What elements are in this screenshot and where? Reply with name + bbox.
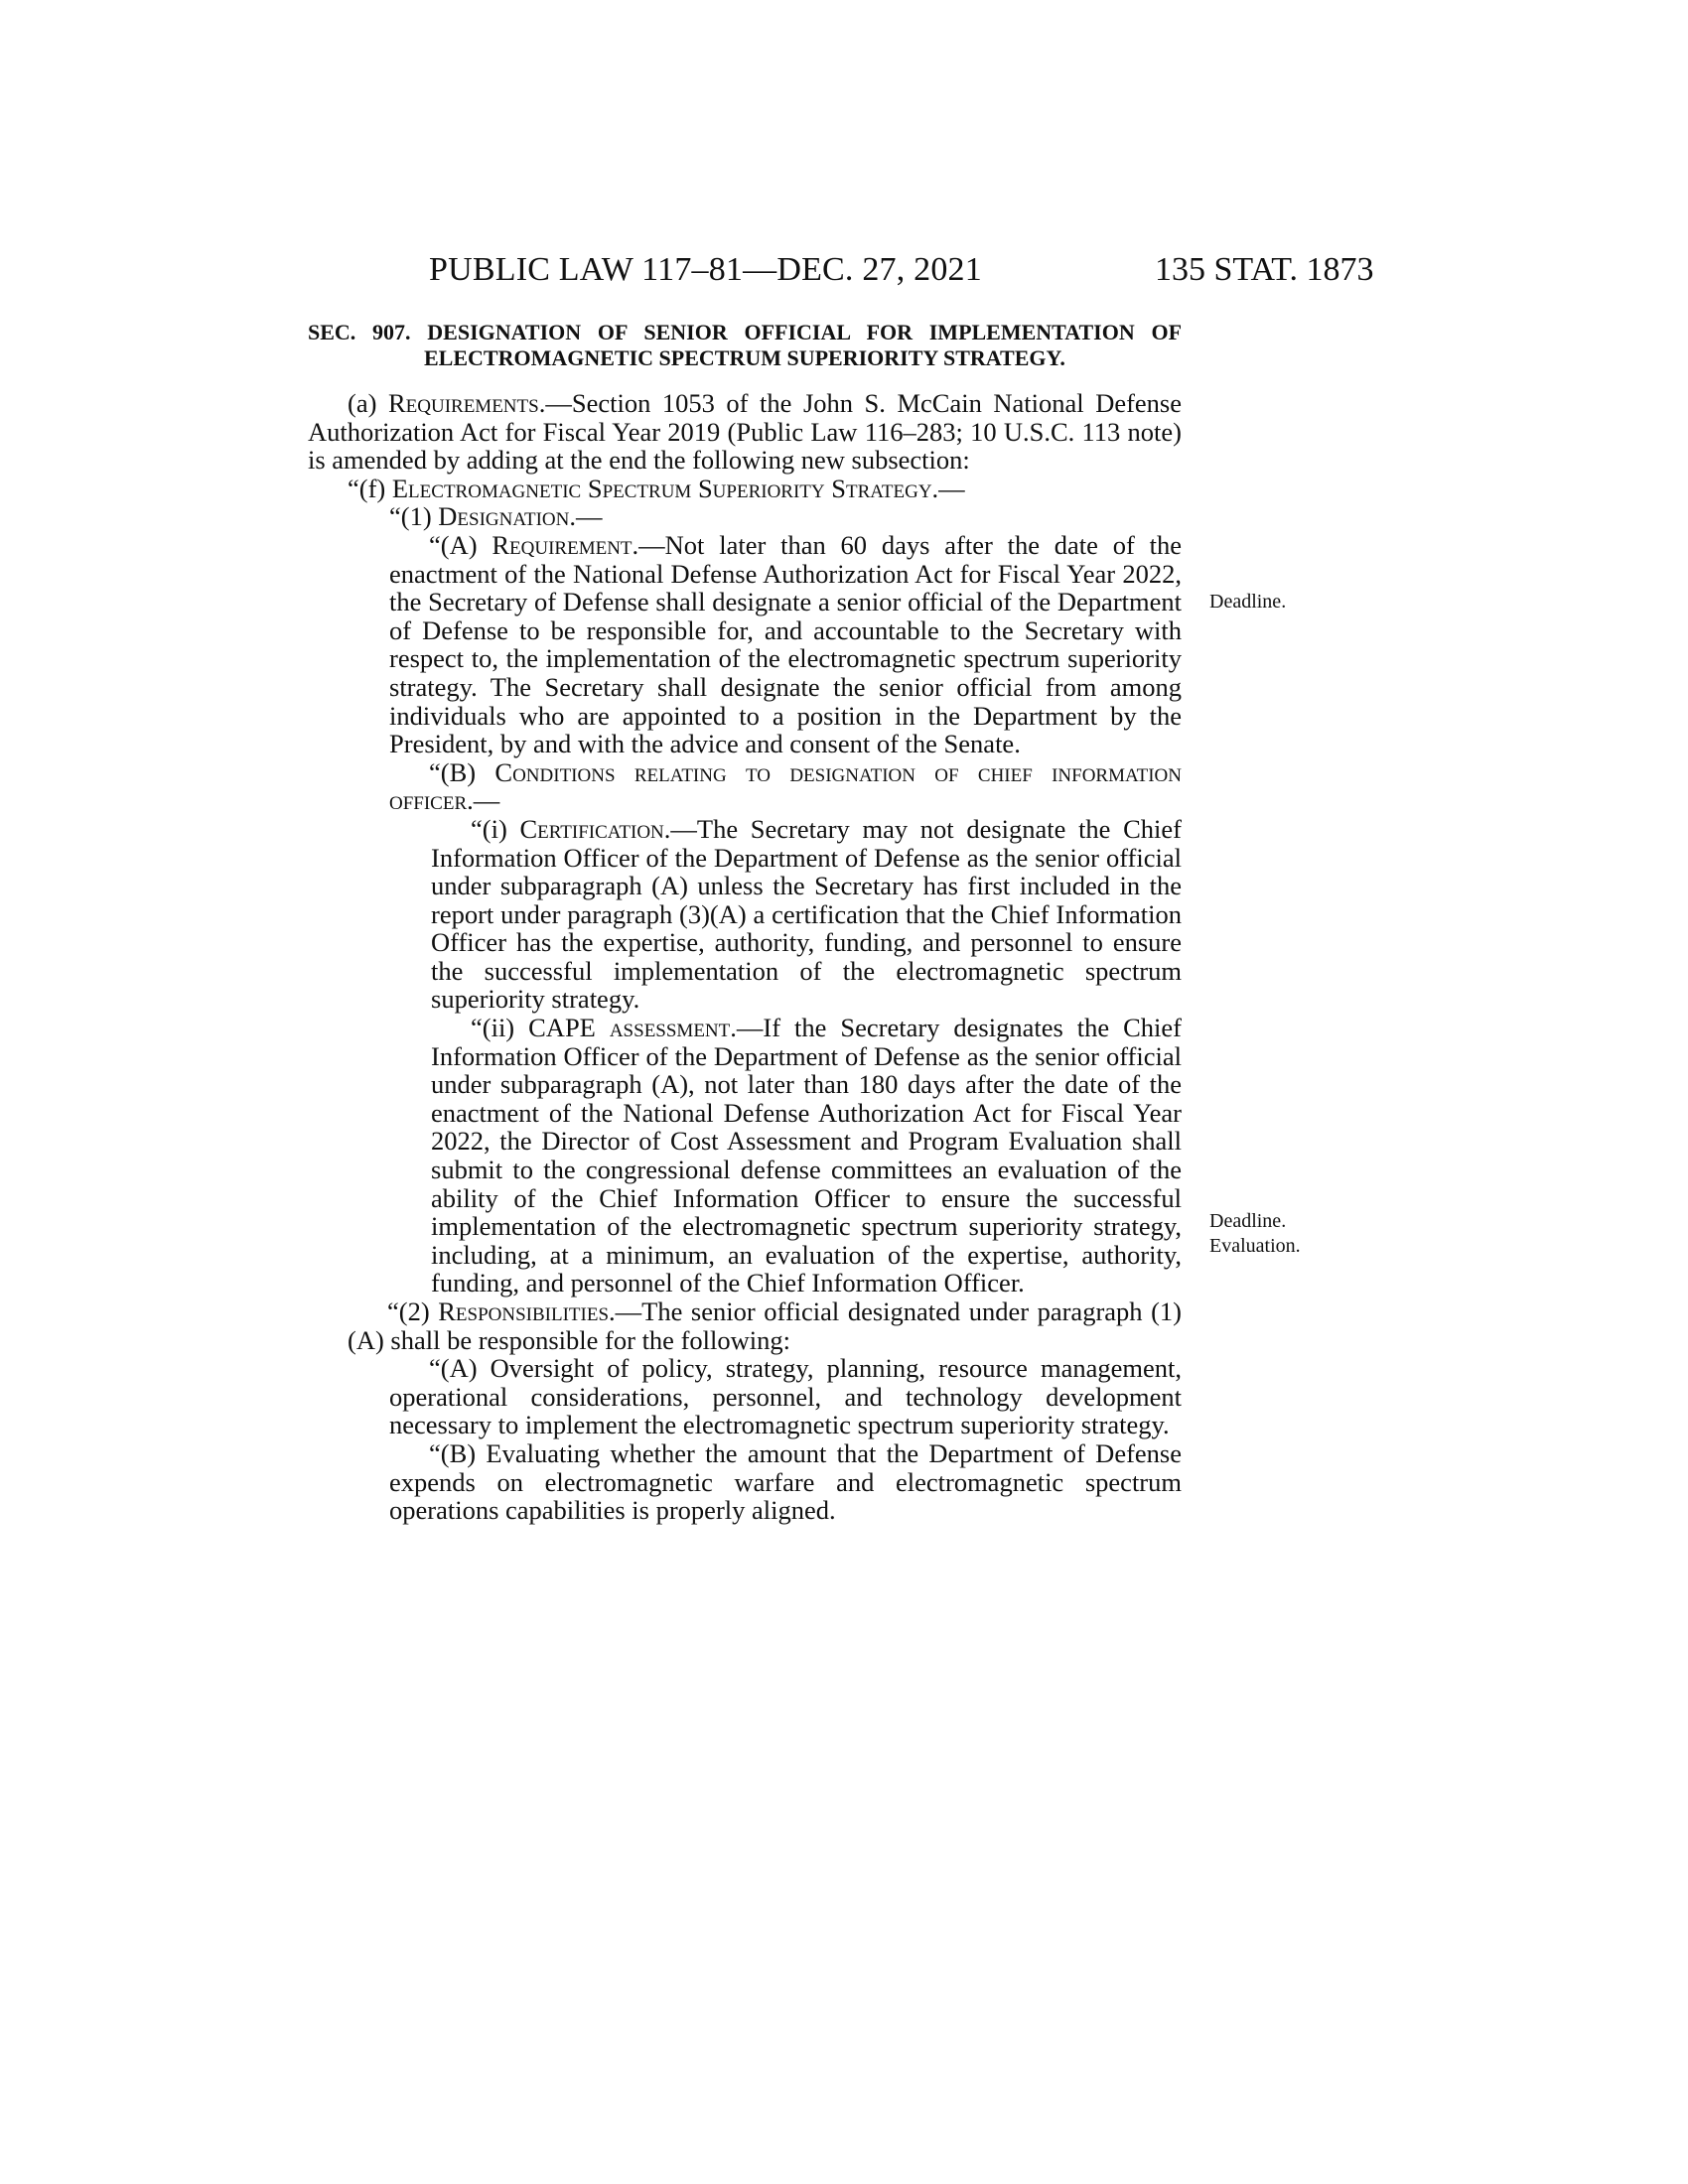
section-title: DESIGNATION OF SENIOR OFFICIAL FOR IMPLEMENTATION OF ELECTROMAGNETIC SPECTRUM SUPERIORITY STRATEGY. xyxy=(424,320,1183,370)
margin-note-deadline: Deadline. xyxy=(1209,591,1287,613)
subsection-f-heading: “(f) Electromagnetic Spectrum Superiority Strategy.— xyxy=(348,473,965,503)
paragraph-1-heading: “(1) Designation.— xyxy=(389,501,603,532)
section-number: SEC. 907. xyxy=(308,320,411,344)
clause-i: “(i) Certification.—The Secretary may not designate the Chief Information Officer of the Department of Defense as the senior official under subparagraph (A) unless the Secretary has first included in the report under paragraph (3)(A) a certification that the Chief Information Officer has the expertise, authority, funding, and personnel to ensure the successful implementation of the electromagnetic spectrum superiority strategy. xyxy=(431,813,1182,1015)
document-body xyxy=(308,320,1182,1525)
section-heading xyxy=(308,320,1182,371)
margin-note-evaluation: Evaluation. xyxy=(1209,1235,1301,1257)
paragraph-2: “(2) Responsibilities.—The senior official designated under paragraph (1)(A) shall be responsible for the following: xyxy=(348,1297,1182,1355)
running-header-law: PUBLIC LAW 117–81—DEC. 27, 2021 xyxy=(429,251,982,288)
running-header-page: 135 STAT. 1873 xyxy=(1155,251,1374,288)
subparagraph-B-heading: “(B) Conditions relating to designation of chief information officer.— xyxy=(389,756,1182,816)
subsection-a: (a) Requirements.—Section 1053 of the John S. McCain National Defense Authorization Act for Fiscal Year 2019 (Public Law 116–283; 10 U.S.C. 113 note) is amended by adding at the end the following new subsection: xyxy=(308,388,1182,476)
subparagraph-A: “(A) Requirement.—Not later than 60 days after the date of the enactment of the National Defense Authorization Act for Fiscal Year 2022, the Secretary of Defense shall designate a senior official of the Department of Defense to be responsible for, and accountable to the Secretary with respect to, the implementation of the electromagnetic spectrum superiority strategy. The Secretary shall designate the senior official from among individuals who are appointed to a position in the Department by the President, by and with the advice and consent of the Senate. xyxy=(389,529,1182,759)
paragraph-2-B: “(B) Evaluating whether the amount that the Department of Defense expends on electromagnetic warfare and electromagnetic spectrum operations capabilities is properly aligned. xyxy=(389,1437,1182,1526)
clause-ii: “(ii) CAPE assessment.—If the Secretary designates the Chief Information Officer of the Department of Defense as the senior official under subparagraph (A), not later than 180 days after the date of the enactment of the National Defense Authorization Act for Fiscal Year 2022, the Director of Cost Assessment and Program Evaluation shall submit to the congressional defense committees an evaluation of the ability of the Chief Information Officer to ensure the successful implementation of the electromagnetic spectrum superiority strategy, including, at a minimum, an evaluation of the expertise, authority, funding, and personnel of the Chief Information Officer. xyxy=(431,1013,1182,1298)
paragraph-2-A: “(A) Oversight of policy, strategy, planning, resource management, operational considerations, personnel, and technology development necessary to implement the electromagnetic spectrum superiority strategy. xyxy=(389,1353,1182,1440)
margin-note-deadline-2: Deadline. xyxy=(1209,1210,1287,1232)
